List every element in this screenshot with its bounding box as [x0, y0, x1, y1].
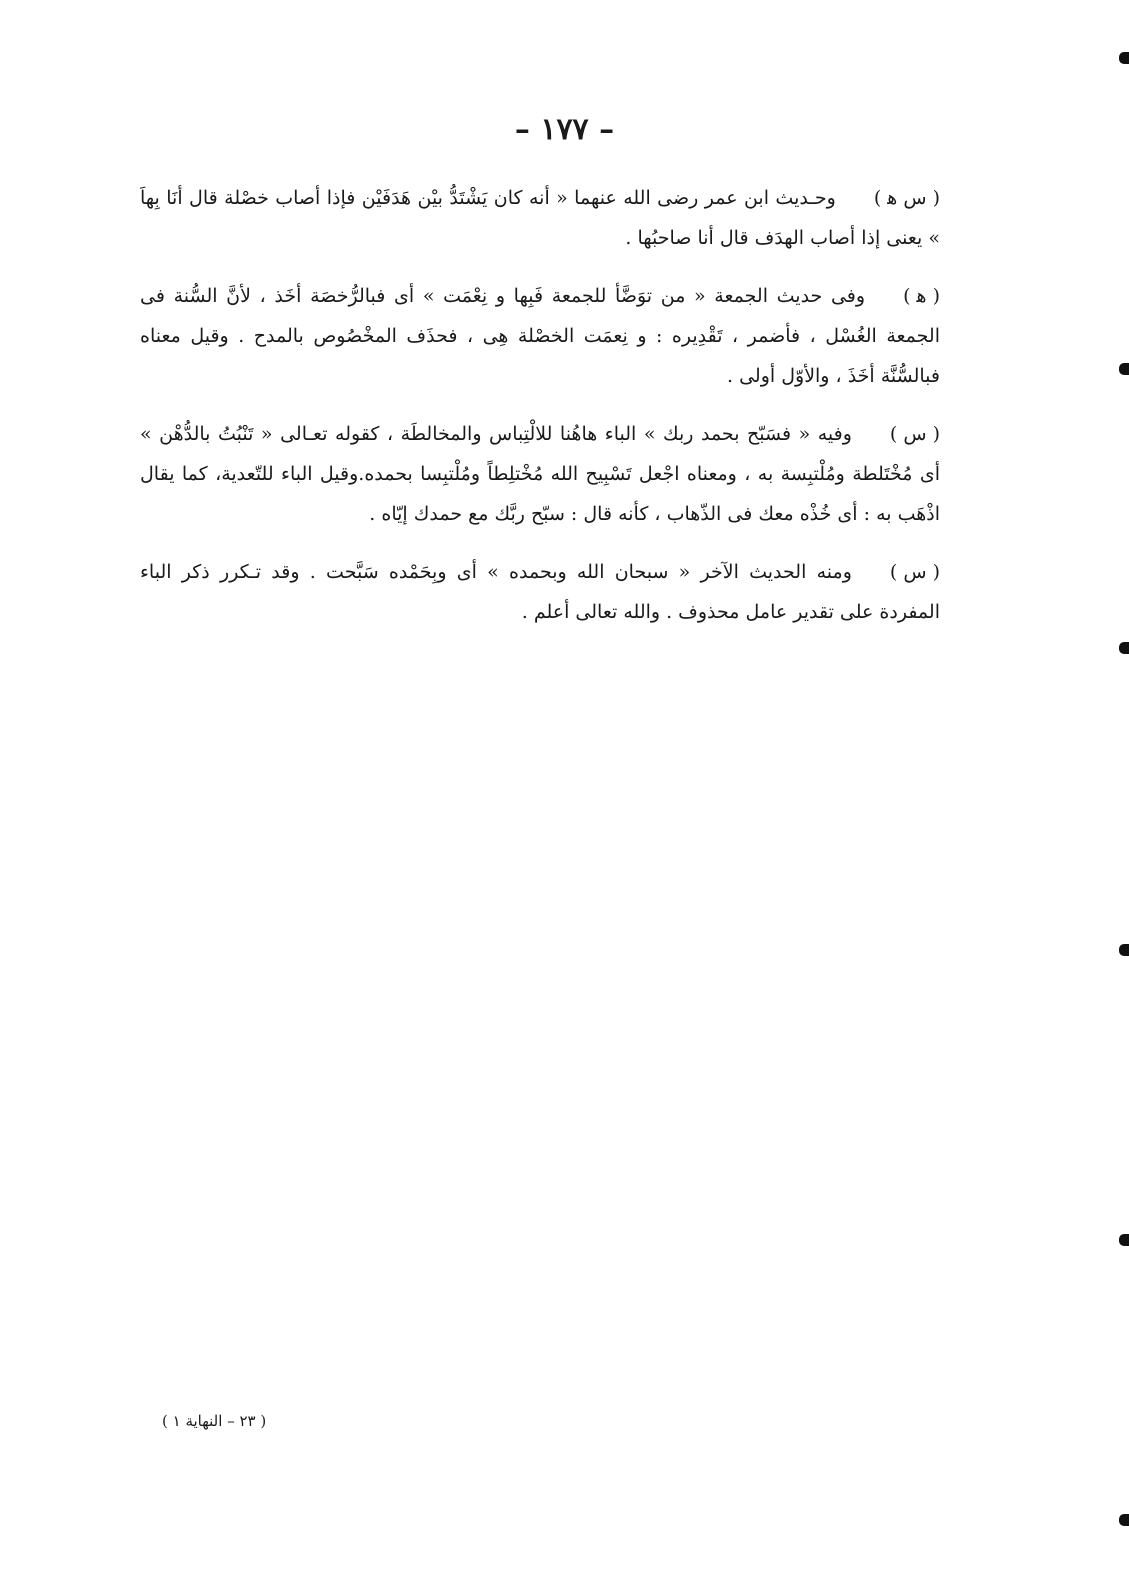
signature-mark: ( ٢٣ – النهاية ١ ) [162, 1412, 267, 1430]
entry-2-tag: ( ﻫ ) [903, 285, 940, 307]
entry-3 [140, 414, 940, 534]
entry-1-tag: ( س ﻫ ) [873, 187, 940, 209]
binding-mark [1119, 52, 1129, 64]
binding-mark [1119, 944, 1129, 956]
body-text [140, 178, 940, 650]
binding-mark [1119, 363, 1129, 375]
entry-1-text: وحـديث ابن عمر رضى الله عنهما « أنه كان يَشْتَدُّ بيْن هَدَفَيْن فإذا أصاب خصْلة قال أنَا بِهاَ » يعنى إذا أصاب الهدَف قال أنا صاحبُها . [140, 187, 940, 249]
entry-2-text: وفى حديث الجمعة « من توَضَّأ للجمعة فَبِها و نِعْمَت » أى فبالرُّخصَة أخَذ ، لأنَّ السُّنة فى الجمعة الغُسْل ، فأضمر ، تَقْدِيره : و نِعمَت الخصْلة هِى ، فحذَف المخْصُوص بالمدح . وقيل معناه فبالسُّنَّة أخَذَ ، والأوّل أولى . [140, 285, 940, 387]
entry-3-tag: ( س ) [889, 423, 940, 445]
page-number: – ١٧٧ – [514, 112, 615, 147]
entry-2 [140, 276, 940, 396]
entry-1 [140, 178, 940, 258]
binding-mark [1119, 1234, 1129, 1246]
entry-4 [140, 552, 940, 632]
entry-4-tag: ( س ) [889, 561, 940, 583]
binding-mark [1119, 642, 1129, 654]
binding-mark [1119, 1514, 1129, 1526]
entry-3-text: وفيه « فسَبّح بحمد ربك » الباء هاهُنا للالْتِباس والمخالطَة ، كقوله تعـالى « تَنْبُتُ بالدُّهْن » أى مُخْتَلطة ومُلْتبِسة به ، ومعناه اجْعل تَسْبِيح الله مُخْتلِطاً ومُلْتبِسا بحمده.وقيل الباء للتّعدية، كما يقال اذْهَب به : أى خُذْه معك فى الذّهاب ، كأنه قال : سبّح ربَّك مع حمدك إيّاه . [140, 423, 941, 525]
entry-4-text: ومنه الحديث الآخر « سبحان الله وبحمده » أى وبِحَمْده سَبَّحت . وقد تـكرر ذكر الباء المفردة على تقدير عامل محذوف . والله تعالى أعلم . [140, 561, 940, 623]
